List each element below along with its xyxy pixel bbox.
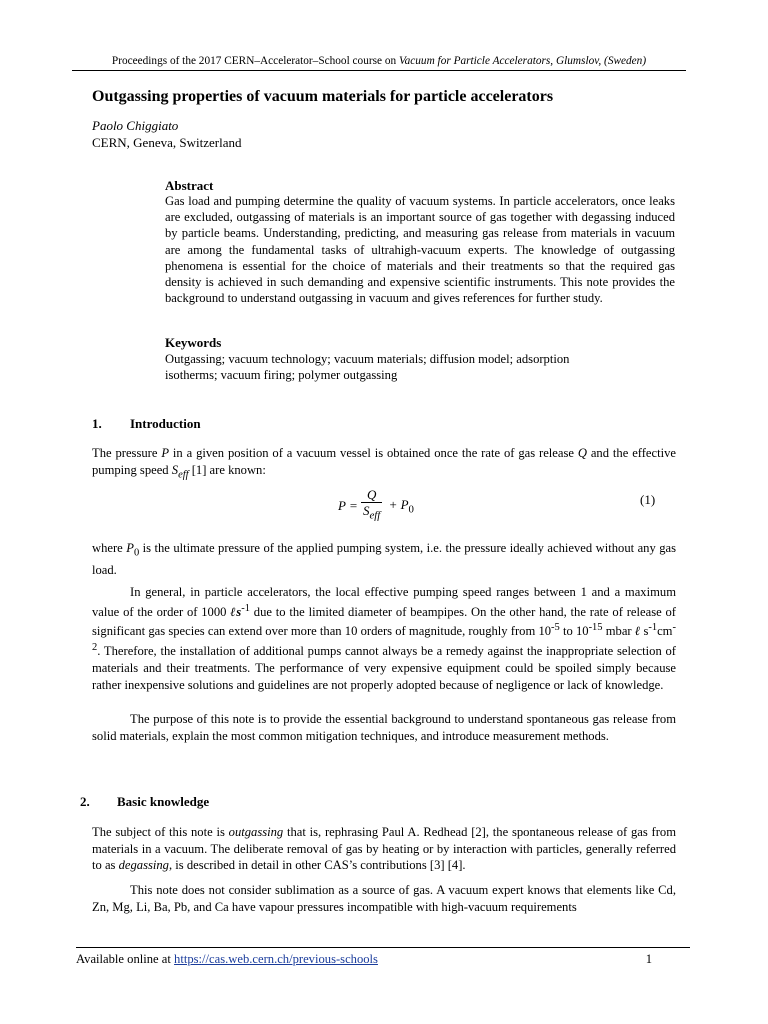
affiliation: CERN, Geneva, Switzerland — [92, 135, 242, 150]
symbol-p: P — [161, 446, 170, 460]
equation-fraction — [361, 488, 382, 524]
page-number: 1 — [645, 952, 652, 966]
equation-number: (1) — [640, 492, 656, 507]
exp-minus-2: -2 — [92, 622, 676, 654]
text-run: where — [92, 541, 127, 555]
text-run: The pressure — [92, 446, 162, 460]
text-run: in a given position of a vacuum vessel is obtained once the rate of gas release — [169, 446, 578, 460]
equation-lhs: P = — [338, 497, 358, 513]
text-run: due to the limited diameter of beampipes. On the other hand, the rate of release of significant gas species can extend over more than 10 orders of magnitude, roughly from 10 — [92, 604, 676, 639]
denominator-s: S — [362, 503, 370, 518]
equation-1 — [338, 488, 414, 524]
text-run: The subject of this note is — [92, 825, 229, 839]
denominator-sub: eff — [369, 509, 381, 522]
equation-numerator: Q — [361, 488, 382, 503]
footer-link[interactable]: https://cas.web.cern.ch/previous-schools — [174, 952, 378, 966]
text-run: is the ultimate pressure of the applied pumping system, i.e. the pressure ideally achieved without any gas load. — [92, 541, 676, 578]
keywords-heading: Keywords — [165, 335, 222, 350]
basic-paragraph-2: This note does not consider sublimation as a source of gas. A vacuum expert knows that elements like Cd, Zn, Mg, Li, Ba, Pb, and Ca have vapour pressures incompatible with high-vacuum requirements — [92, 883, 676, 914]
exp-minus-1: -1 — [648, 622, 658, 634]
intro-paragraph-1 — [92, 445, 676, 484]
unit-ell: ℓ — [634, 624, 641, 639]
text-run: to 10 — [559, 624, 589, 639]
intro-paragraph-3 — [92, 584, 676, 693]
unit-ls-exp: -1 — [241, 602, 250, 614]
symbol-p0-sub: 0 — [133, 547, 140, 559]
section-2-title: Basic knowledge — [117, 794, 210, 809]
text-run: cm — [657, 624, 673, 639]
term-outgassing: outgassing — [228, 825, 284, 839]
exp-minus-15: -15 — [588, 622, 603, 634]
text-run: [1] are known: — [188, 462, 266, 477]
text-run: and the effective pumping speed — [92, 446, 677, 477]
equation-plus: + P — [388, 496, 409, 512]
basic-paragraph-1 — [92, 824, 676, 874]
exp-minus-5: -5 — [551, 622, 560, 634]
running-header — [72, 55, 686, 67]
equation-p-sub: 0 — [408, 503, 414, 516]
text-run: mbar — [602, 624, 635, 639]
equation-denominator — [361, 503, 382, 524]
symbol-eff: eff — [178, 469, 189, 481]
text-run: , is described in detail in other CAS’s contributions [3] [4]. — [168, 858, 466, 873]
keywords-line-1: Outgassing; vacuum technology; vacuum materials; diffusion model; adsorption — [165, 352, 570, 366]
header-rule — [72, 70, 686, 71]
text-run: s — [640, 624, 649, 639]
section-2-number: 2. — [80, 794, 90, 809]
paper-title: Outgassing properties of vacuum materials for particle accelerators — [92, 88, 554, 105]
section-1-number: 1. — [92, 416, 102, 431]
header-prefix: Proceedings of the 2017 CERN–Accelerator–School course on — [111, 55, 399, 67]
abstract-heading: Abstract — [165, 178, 214, 193]
author-name: Paolo Chiggiato — [92, 118, 179, 133]
header-course: Vacuum for Particle Accelerators, Glumslov, (Sweden) — [398, 55, 647, 67]
footer-prefix: Available online at — [76, 952, 175, 966]
keywords-line-2: isotherms; vacuum firing; polymer outgassing — [165, 368, 398, 382]
footer — [76, 952, 651, 967]
intro-paragraph-2 — [92, 540, 676, 579]
term-degassing: degassing — [118, 858, 169, 873]
section-1-title: Introduction — [130, 416, 201, 431]
text-run: . Therefore, the installation of additional pumps cannot always be a remedy against the inappropriate selection of materials and their treatments. The performance of very expensive equipment could be spoiled simply because rather inexpensive solutions and guidelines are not properly adopted because of negligence or lack of knowledge. — [92, 644, 676, 692]
intro-paragraph-4: The purpose of this note is to provide the essential background to understand spontaneous gas release from solid materials, explain the most common mitigation techniques, and introduce measurement methods. — [92, 712, 676, 743]
symbol-q: Q — [577, 446, 587, 460]
unit-ls: ℓs — [230, 604, 242, 619]
footer-rule — [76, 947, 690, 948]
symbol-s: S — [171, 462, 179, 477]
text-run: In general, in particle accelerators, the local effective pumping speed ranges between 1 and a maximum value of the order of 1000 — [92, 585, 676, 619]
symbol-p0: P — [126, 541, 134, 555]
text-run: that is, rephrasing Paul A. Redhead [2], the spontaneous release of gas from materials in a vacuum. The deliberate removal of gas by heating or by interaction with particles, generally referred to as — [92, 825, 676, 873]
keywords-text — [165, 351, 675, 383]
equation-plus-p0 — [388, 496, 414, 516]
abstract-text: Gas load and pumping determine the quality of vacuum systems. In particle accelerators, once leaks are excluded, outgassing of materials is an important source of gas together with degassing induced by particle beams. Understanding, predicting, and measuring gas release from materials in vacuum are among the fundamental tasks of ultrahigh-vacuum experts. The knowledge of outgassing phenomena is essential for the choice of materials and their treatments so that the required gas density is achieved in such demanding and expensive scientific instruments. This note provides the background to understand outgassing in vacuum and gives references for further study. — [165, 194, 675, 306]
